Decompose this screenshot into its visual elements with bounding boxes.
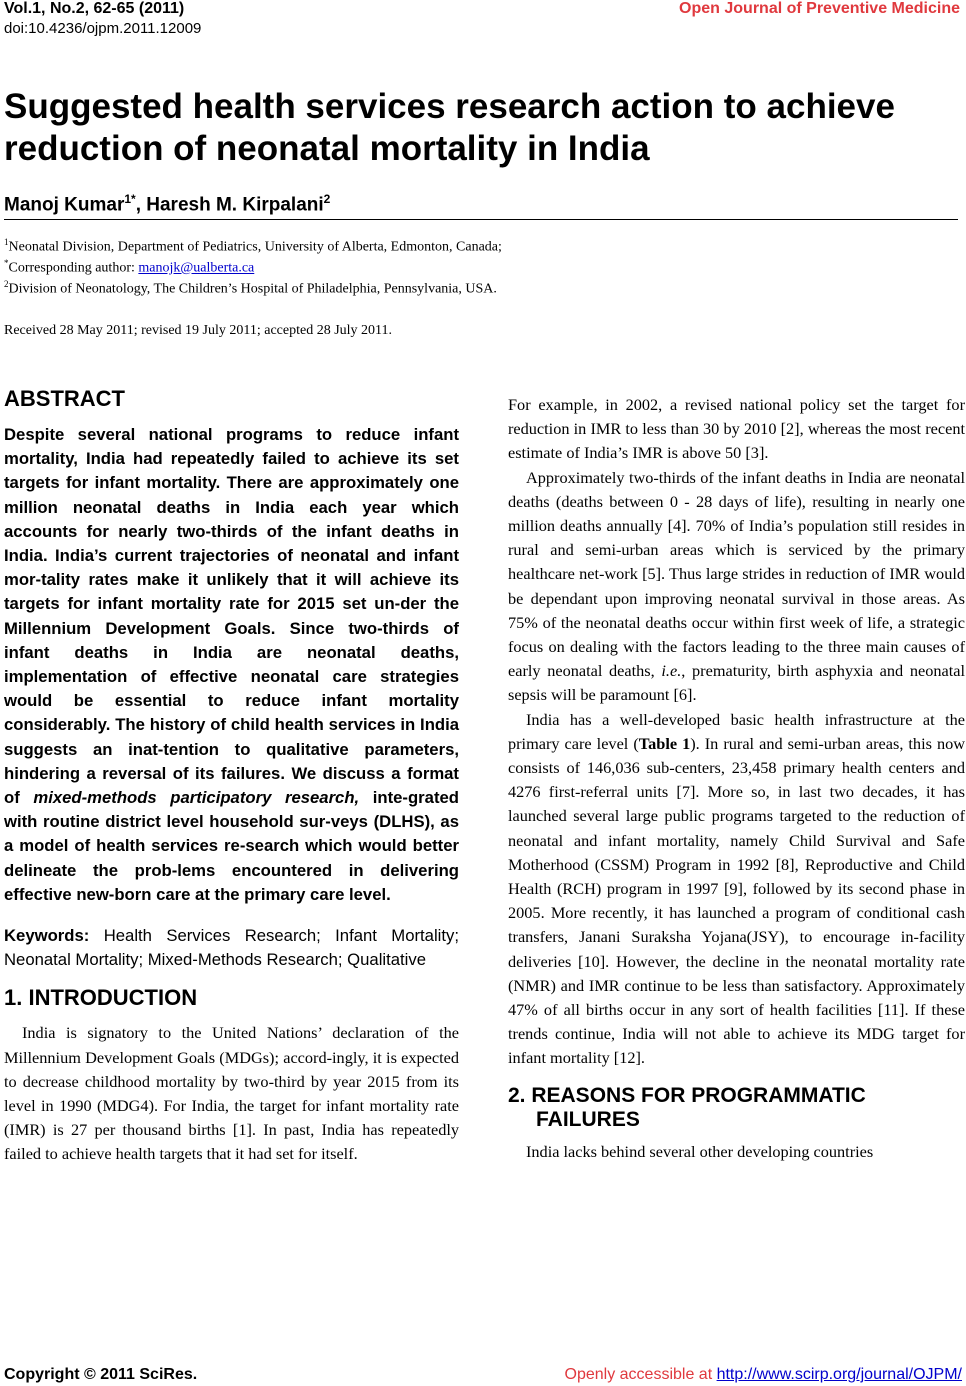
author-affiliation-mark: 1*: [124, 192, 136, 206]
affiliation-text: Division of Neonatology, The Children’s Hospital of Philadelphia, Pennsylvania, USA.: [8, 281, 497, 297]
heading-line: 2. REASONS FOR PROGRAMMATIC: [508, 1083, 866, 1107]
right-column: [508, 393, 965, 1164]
title-divider: [4, 219, 958, 220]
doi: doi:10.4236/ojpm.2011.12009: [4, 20, 202, 37]
intro-paragraph: [508, 466, 965, 708]
section2-paragraph: India lacks behind several other developing countries: [526, 1141, 874, 1161]
left-column: [4, 386, 459, 1167]
abstract-body: Despite several national programs to reduce infant mortality, India had repeatedly failed to achieve its set targets for infant mortality. There are approximately one million neonatal deaths in India each year which accounts for nearly two-thirds of the infant deaths in India. India’s current trajectories of neonatal and infant mor-tality rates make it unlikely that it will achieve its targets for infant mortality rate for 2015 set un-der the Millennium Development Goals. Since two-thirds of infant deaths in India are neonatal deaths, implementation of effective neonatal care strategies would be essential to reduce infant mortality considerably. The history of child health services in India suggests an inat-tention to qualitative parameters, hindering a reversal of its failures. We discuss a format of: [4, 425, 459, 808]
keywords: [4, 924, 459, 972]
paragraph-text: ). In rural and semi-urban areas, this now consists of 146,036 sub-centers, 23,458 primary health centers and 4276 first-referral units [7]. More so, in last two decades, it has launched several large public programs targeted to the reduction of neonatal and infant mortality, namely Child Survival and Safe Motherhood (CSSM) Program in 1992 [8], Reproductive and Child Health (RCH) program in 1997 [9], followed by its second phase in 2005. More recently, it has launched a program of conditional cash transfers, Janani Suraksha Yojana(JSY), to encourage in-facility deliveries [10]. However, the decline in the neonatal mortality rate (NMR) and IMR continue to be less than satisfactory. Approximately 47% of all births occur in any sort of health facilities [11]. If these trends continue, India will not able to achieve its MDG target for infant mortality [12].: [508, 733, 965, 1068]
affiliation-mark: 2: [4, 279, 9, 289]
abstract-text: [4, 423, 459, 907]
affiliation-text: Neonatal Division, Department of Pediatrics, University of Alberta, Edmonton, Canada;: [8, 239, 502, 255]
affiliation-2: [4, 279, 497, 298]
affiliation-1: [4, 237, 502, 256]
author-affiliation-mark: 2: [323, 192, 331, 206]
received-dates: Received 28 May 2011; revised 19 July 2011; accepted 28 July 2011.: [4, 323, 393, 338]
abstract-body: inte-grated with routine district level household sur-veys (DLHS), as a model of health services re-search which would better delineate the prob-lems encountered in delivering effective new-born care at the primary care level.: [4, 788, 459, 904]
abstract-italic: mixed-methods participatory research,: [33, 788, 360, 808]
affiliation-mark: 1: [4, 237, 9, 247]
affiliation-mark: *: [4, 258, 9, 268]
table-reference[interactable]: Table 1: [638, 733, 691, 753]
paragraph-text: Approximately two-thirds of the infant deaths in India are neonatal deaths (deaths between 0 - 28 days of life), resulting in nearly one million deaths annually [4]. 70% of India’s population still resides in rural and semi-urban areas which is serviced by the primary healthcare net-work [5]. Thus large strides in reduction of IMR would be dependant upon improving neonatal survival in those areas. As 75% of the neonatal deaths occur within first week of life, a strategic focus on dealing with the factors leading to the three main causes of early neonatal deaths,: [508, 467, 965, 681]
intro-paragraph: [508, 708, 965, 1071]
paper-title: Suggested health services research action to achieve reduction of neonatal mortality in India: [4, 87, 895, 168]
open-access-note: [565, 1366, 963, 1384]
access-label: Openly accessible at: [564, 1366, 717, 1383]
corresponding-author: [4, 258, 254, 277]
paragraph-text: India has a well-developed basic health infrastructure at the primary care level (: [508, 709, 965, 753]
corresponding-label: Corresponding author:: [8, 260, 139, 276]
intro-paragraph: India is signatory to the United Nations’ declaration of the Millennium Development Goals (MDGs); accord-ingly, it is expected to decrease childhood mortality by two-third by year 2015 from its level in 1990 (MDG4). For India, the target for infant mortality rate (IMR) is 27 per thousand births [1]. In past, India has repeatedly failed to achieve health targets that it had set for itself.: [4, 1023, 459, 1164]
author-separator: ,: [135, 194, 147, 216]
keywords-text: Health Services Research; Infant Mortality; Neonatal Mortality; Mixed-Methods Research; Qualitative: [4, 926, 459, 970]
copyright: Copyright © 2011 SciRes.: [4, 1366, 198, 1383]
keywords-label: Keywords:: [4, 926, 90, 946]
volume-info: Vol.1, No.2, 62-65 (2011): [4, 0, 185, 17]
author-name: Manoj Kumar: [4, 194, 125, 216]
email-link[interactable]: manojk@ualberta.ca: [138, 260, 255, 276]
intro-paragraph-continued: For example, in 2002, a revised national policy set the target for reduction in IMR to less than 30 by 2010 [2], whereas the most recent estimate of India’s IMR is above 50 [3].: [508, 395, 965, 463]
heading-line: FAILURES: [536, 1107, 640, 1131]
author-name: Haresh M. Kirpalani: [146, 194, 324, 216]
author-list: [4, 192, 330, 216]
abstract-heading: ABSTRACT: [4, 386, 125, 411]
paragraph-italic: i.e.: [661, 661, 682, 681]
section-heading-reasons: [508, 1084, 965, 1132]
journal-url-link[interactable]: http://www.scirp.org/journal/OJPM/: [716, 1366, 962, 1383]
journal-name: Open Journal of Preventive Medicine: [679, 0, 960, 17]
paragraph-text: , prematurity, birth asphyxia and neonatal sepsis will be paramount [6].: [508, 661, 965, 705]
section-heading-introduction: 1. INTRODUCTION: [4, 985, 198, 1011]
